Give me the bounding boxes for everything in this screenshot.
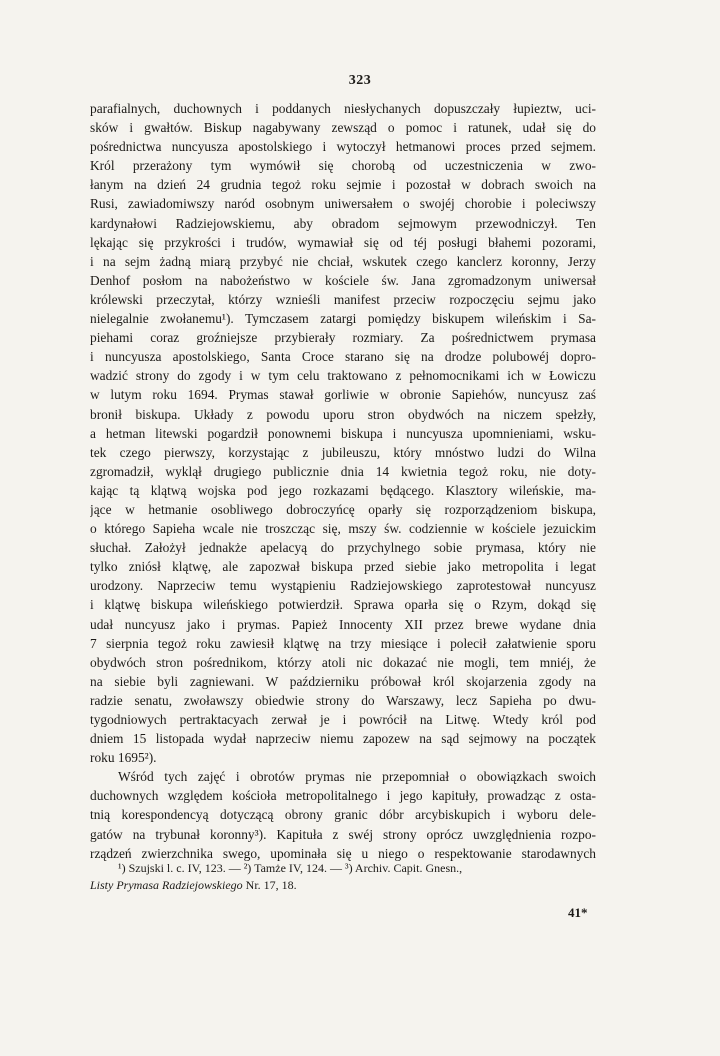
text-line: Denhof posłom na nabożeństwo w kościele św. Jana zgromadzonym uniwersał xyxy=(90,272,596,288)
footnote-line xyxy=(90,877,596,894)
footnote-italic-title: Listy Prymasa Radziejowskiego xyxy=(90,878,243,892)
text-line: gatów na trybunał koronny³). Kapituła z swéj strony oprócz uwzględnienia rozpo- xyxy=(90,826,596,842)
text-line: urodzony. Naprzeciw temu wystąpieniu Radziejowskiego zaprotestował nuncyusz xyxy=(90,578,596,594)
text-line: kając tą klątwą wojska pod jego rozkazami będącego. Klasztory wileńskie, ma- xyxy=(90,482,596,498)
text-line: w lutym roku 1694. Prymas stawał gorliwie w obronie Sapiehów, nuncyusz zaś xyxy=(90,387,596,403)
text-line: łanym na dzień 24 grudnia tegoż roku sejmie i pozostał w dobrach swoich na xyxy=(90,177,596,193)
text-line: radzie senatu, zwoławszy obiedwie strony do Warszawy, lecz Sapieha po dwu- xyxy=(90,692,596,708)
body-text xyxy=(90,99,596,863)
text-line: zgromadził, wyklął drugiego publicznie dnia 14 kwietnia tegoż roku, nie doty- xyxy=(90,463,596,479)
text-line: tygodniowych pertraktacyach zerwał je i powrócił na Litwę. Wtedy król pod xyxy=(90,712,596,727)
text-line: tek czego pierwszy, korzystając z jubileuszu, który mnóstwo ludzi do Wilna xyxy=(90,444,596,460)
text-line: Rusi, zawiadomiwszy naród osobnym uniwersałem o swojéj chorobie i poleciwszy xyxy=(90,196,596,212)
text-line: królewski przeczytał, którzy wznieśli manifest przeciw rozpoczęciu sejmu jako xyxy=(90,291,596,307)
text-line: kardynałowi Radziejowskiemu, aby obradom sejmowym przewodniczył. Ten xyxy=(90,215,596,231)
text-line: i nuncyusza apostolskiego, Santa Croce starano się na drodze polubowéj dopro- xyxy=(90,349,596,365)
text-line: parafialnych, duchownych i poddanych niesłychanych dopuszczały łupieztw, uci- xyxy=(90,101,596,116)
text-line: 7 sierpnia tegoż roku zawiesił klątwę na trzy miesiące i polecił załatwienie sporu xyxy=(90,635,596,651)
text-line: lękając się przykrości i trudów, wymawiał się od téj posługi błahemi pozorami, xyxy=(90,234,596,250)
text-line: o którego Sapieha wcale nie troszcząc się, mszy św. codziennie w kościele jezuickim xyxy=(90,521,596,537)
text-line: Król przerażony tym wymówił się chorobą od uczestniczenia w zwo- xyxy=(90,158,596,174)
text-line: i klątwę biskupa wileńskiego potwierdził. Sprawa oparła się o Rzym, dokąd się xyxy=(90,597,596,613)
text-line: Wśród tych zajęć i obrotów prymas nie przepomniał o obowiązkach swoich xyxy=(118,769,596,785)
text-line: roku 1695²). xyxy=(90,750,157,766)
text-line: bronił biskupa. Układy z powodu uporu stron obydwóch na niczem spełzły, xyxy=(90,406,596,422)
text-line: nielegalnie zwołanemu¹). Tymczasem zatargi pomiędzy biskupem wileńskim i Sa- xyxy=(90,311,596,327)
text-line: pośrednictwa nuncyusza apostolskiego i wytoczył hetmanowi proces przed sejmem. xyxy=(90,139,596,155)
text-line: jące w hetmanie osobliwego dobroczyńcę oparły się rozporządzeniom biskupa, xyxy=(90,501,596,517)
text-line: obydwóch stron pośrednikom, którzy atoli nic dokazać nie mogli, tem mniéj, że xyxy=(90,654,596,670)
footnote-line-rest: Nr. 17, 18. xyxy=(242,878,297,892)
text-line: duchownych względem kościoła metropolitalnego i jego kapituły, prowadząc z osta- xyxy=(90,788,596,804)
text-line: rządzeń zwierzchnika swego, upominała się u niego o respektowanie starodawnych xyxy=(90,845,596,861)
text-line: i na sejm żadną miarą przybyć nie chciał, wskutek czego kanclerz koronny, Jerzy xyxy=(90,253,596,269)
text-line: tnią korespondencyą dotyczącą obrony granic dóbr arcybiskupich i wyboru dele- xyxy=(90,807,596,823)
footnotes xyxy=(90,860,596,894)
text-line: na siebie byli zagniewani. W październiku próbował król skojarzenia zgody na xyxy=(90,673,596,689)
page-number: 323 xyxy=(348,73,372,88)
text-line: sków i gwałtów. Biskup nagabywany zewsząd o pomoc i ratunek, udał się do xyxy=(90,120,596,136)
text-line: piehami coraz groźniejsze przybierały rozmiary. Za pośrednictwem prymasa xyxy=(90,330,596,346)
text-line: udał nuncyusz jako i prymas. Papież Innocenty XII przez brewe wydane dnia xyxy=(90,616,596,632)
text-line: dniem 15 listopada wydał naprzeciw niemu zapozew na sąd sejmowy na początek xyxy=(90,731,596,747)
footnote-line: ¹) Szujski l. c. IV, 123. — ²) Tamże IV, 124. — ³) Archiv. Capit. Gnesn., xyxy=(118,861,463,875)
printer-signature: 41* xyxy=(568,905,588,920)
text-line: a hetman litewski pogardził ponownemi biskupa i nuncyusza upomnieniami, wsku- xyxy=(90,425,596,441)
text-line: słuchał. Założył jednakże apelacyą do przychylnego sobie prymasa, który nie xyxy=(90,540,596,556)
text-line: wadzić strony do zgody i w tym celu traktowano z pełnomocnikami ich w Łowiczu xyxy=(90,368,596,384)
text-line: tylko zniósł klątwę, ale zapozwał biskupa przed siebie jako metropolita i legat xyxy=(90,559,596,575)
